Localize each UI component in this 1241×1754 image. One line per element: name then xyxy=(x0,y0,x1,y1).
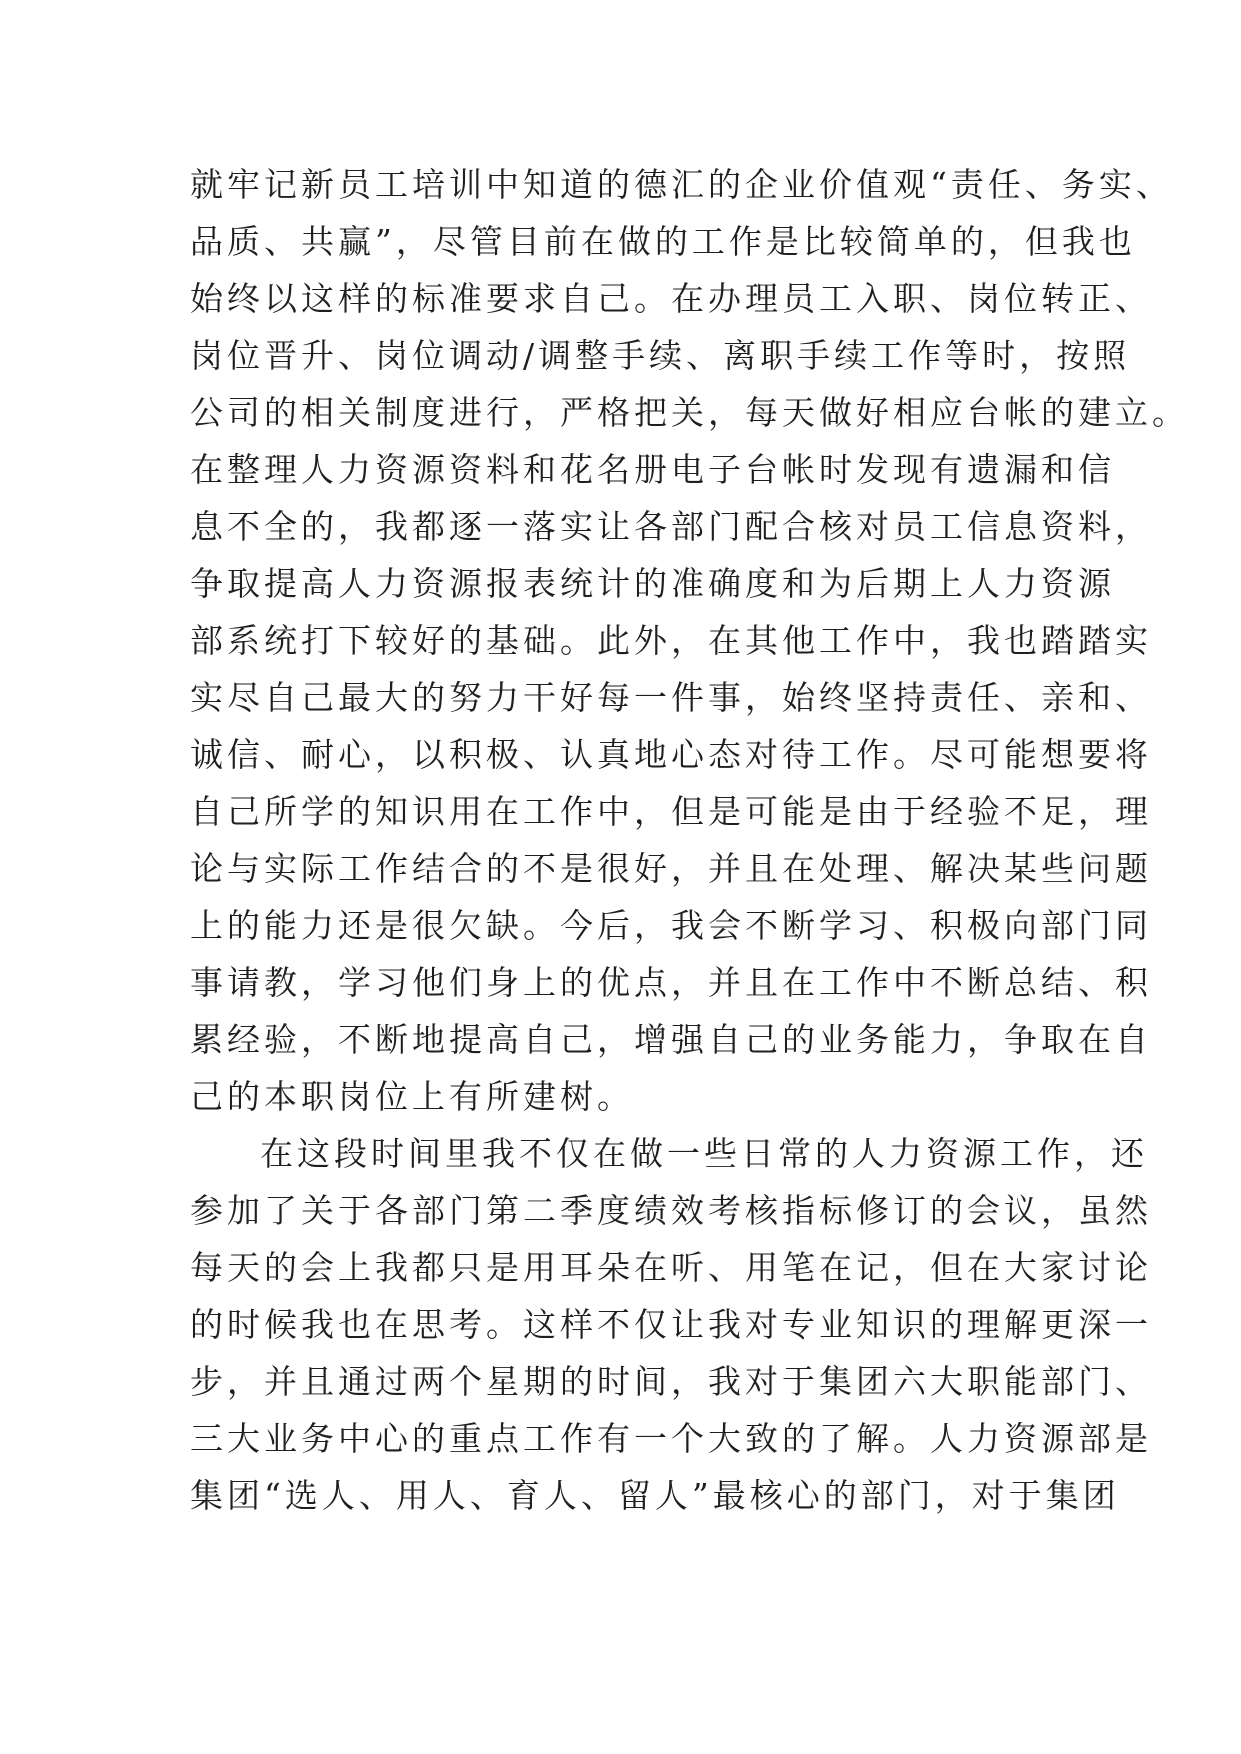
document-body xyxy=(190,156,1189,1524)
text-line: 上的能力还是很欠缺。今后，我会不断学习、积极向部门同 xyxy=(190,906,1152,945)
text-line: 事请教，学习他们身上的优点，并且在工作中不断总结、积 xyxy=(190,963,1152,1002)
text-line: 部系统打下较好的基础。此外，在其他工作中，我也踏踏实 xyxy=(190,621,1152,660)
text-line: 息不全的，我都逐一落实让各部门配合核对员工信息资料， xyxy=(190,507,1152,546)
text-line: 在这段时间里我不仅在做一些日常的人力资源工作，还 xyxy=(260,1134,1148,1173)
text-line: 参加了关于各部门第二季度绩效考核指标修订的会议，虽然 xyxy=(190,1191,1152,1230)
text-line: 步，并且通过两个星期的时间，我对于集团六大职能部门、 xyxy=(190,1362,1152,1401)
text-line: 公司的相关制度进行，严格把关，每天做好相应台帐的建立。 xyxy=(190,393,1189,432)
text-line: 三大业务中心的重点工作有一个大致的了解。人力资源部是 xyxy=(190,1419,1152,1458)
text-line: 岗位晋升、岗位调动/调整手续、离职手续工作等时，按照 xyxy=(190,336,1131,375)
text-line: 诚信、耐心，以积极、认真地心态对待工作。尽可能想要将 xyxy=(190,735,1152,774)
paragraph-1 xyxy=(190,156,1189,1125)
text-line: 在整理人力资源资料和花名册电子台帐时发现有遗漏和信 xyxy=(190,450,1115,489)
text-line: 就牢记新员工培训中知道的德汇的企业价值观“责任、务实、 xyxy=(190,165,1173,204)
text-line: 争取提高人力资源报表统计的准确度和为后期上人力资源 xyxy=(190,564,1115,603)
text-line: 品质、共赢”，尽管目前在做的工作是比较简单的，但我也 xyxy=(190,222,1136,261)
text-line: 每天的会上我都只是用耳朵在听、用笔在记，但在大家讨论 xyxy=(190,1248,1152,1287)
text-line: 实尽自己最大的努力干好每一件事，始终坚持责任、亲和、 xyxy=(190,678,1152,717)
text-line: 始终以这样的标准要求自己。在办理员工入职、岗位转正、 xyxy=(190,279,1152,318)
text-line: 己的本职岗位上有所建树。 xyxy=(190,1077,634,1116)
paragraph-2 xyxy=(190,1125,1152,1524)
text-line: 论与实际工作结合的不是很好，并且在处理、解决某些问题 xyxy=(190,849,1152,888)
text-line: 集团“选人、用人、育人、留人”最核心的部门，对于集团 xyxy=(190,1476,1120,1515)
text-line: 的时候我也在思考。这样不仅让我对专业知识的理解更深一 xyxy=(190,1305,1152,1344)
text-line: 累经验，不断地提高自己，增强自己的业务能力，争取在自 xyxy=(190,1020,1152,1059)
text-line: 自己所学的知识用在工作中，但是可能是由于经验不足，理 xyxy=(190,792,1152,831)
